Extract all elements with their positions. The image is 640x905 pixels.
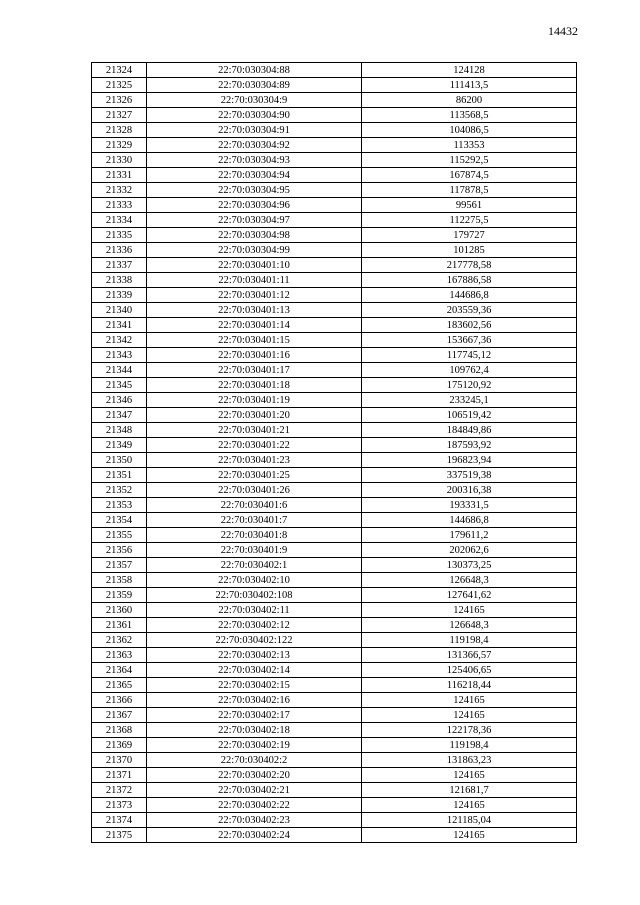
cadastral-number-cell: 22:70:030304:89 bbox=[147, 78, 362, 93]
value-cell: 184849,86 bbox=[362, 423, 577, 438]
value-cell: 121681,7 bbox=[362, 783, 577, 798]
table-row bbox=[92, 168, 577, 183]
row-number-cell: 21326 bbox=[92, 93, 147, 108]
value-cell: 124165 bbox=[362, 768, 577, 783]
cadastral-number-cell: 22:70:030304:99 bbox=[147, 243, 362, 258]
table-row bbox=[92, 768, 577, 783]
row-number-cell: 21345 bbox=[92, 378, 147, 393]
row-number-cell: 21357 bbox=[92, 558, 147, 573]
table-row bbox=[92, 318, 577, 333]
cadastral-number-cell: 22:70:030304:90 bbox=[147, 108, 362, 123]
row-number-cell: 21371 bbox=[92, 768, 147, 783]
table-row bbox=[92, 288, 577, 303]
cadastral-number-cell: 22:70:030304:92 bbox=[147, 138, 362, 153]
cadastral-number-cell: 22:70:030304:95 bbox=[147, 183, 362, 198]
table-body bbox=[92, 63, 577, 843]
cadastral-number-cell: 22:70:030402:16 bbox=[147, 693, 362, 708]
row-number-cell: 21356 bbox=[92, 543, 147, 558]
value-cell: 124165 bbox=[362, 693, 577, 708]
value-cell: 104086,5 bbox=[362, 123, 577, 138]
row-number-cell: 21344 bbox=[92, 363, 147, 378]
value-cell: 113353 bbox=[362, 138, 577, 153]
cadastral-number-cell: 22:70:030402:11 bbox=[147, 603, 362, 618]
row-number-cell: 21349 bbox=[92, 438, 147, 453]
table-row bbox=[92, 573, 577, 588]
row-number-cell: 21346 bbox=[92, 393, 147, 408]
row-number-cell: 21374 bbox=[92, 813, 147, 828]
cadastral-number-cell: 22:70:030402:22 bbox=[147, 798, 362, 813]
value-cell: 144686,8 bbox=[362, 513, 577, 528]
row-number-cell: 21350 bbox=[92, 453, 147, 468]
cadastral-number-cell: 22:70:030402:108 bbox=[147, 588, 362, 603]
value-cell: 124165 bbox=[362, 798, 577, 813]
value-cell: 124165 bbox=[362, 603, 577, 618]
table-row bbox=[92, 513, 577, 528]
table-row bbox=[92, 363, 577, 378]
page-number: 14432 bbox=[548, 24, 578, 38]
row-number-cell: 21366 bbox=[92, 693, 147, 708]
table-row bbox=[92, 348, 577, 363]
value-cell: 99561 bbox=[362, 198, 577, 213]
cadastral-number-cell: 22:70:030401:18 bbox=[147, 378, 362, 393]
row-number-cell: 21358 bbox=[92, 573, 147, 588]
row-number-cell: 21369 bbox=[92, 738, 147, 753]
row-number-cell: 21375 bbox=[92, 828, 147, 843]
table-row bbox=[92, 798, 577, 813]
cadastral-number-cell: 22:70:030401:21 bbox=[147, 423, 362, 438]
row-number-cell: 21363 bbox=[92, 648, 147, 663]
cadastral-number-cell: 22:70:030402:1 bbox=[147, 558, 362, 573]
table-row bbox=[92, 753, 577, 768]
cadastral-number-cell: 22:70:030401:26 bbox=[147, 483, 362, 498]
table-row bbox=[92, 423, 577, 438]
cadastral-number-cell: 22:70:030402:15 bbox=[147, 678, 362, 693]
table-row bbox=[92, 213, 577, 228]
row-number-cell: 21332 bbox=[92, 183, 147, 198]
value-cell: 179611,2 bbox=[362, 528, 577, 543]
row-number-cell: 21347 bbox=[92, 408, 147, 423]
cadastral-value-table bbox=[91, 62, 577, 843]
row-number-cell: 21353 bbox=[92, 498, 147, 513]
cadastral-number-cell: 22:70:030401:23 bbox=[147, 453, 362, 468]
table-row bbox=[92, 558, 577, 573]
table-row bbox=[92, 393, 577, 408]
cadastral-number-cell: 22:70:030402:122 bbox=[147, 633, 362, 648]
cadastral-number-cell: 22:70:030402:17 bbox=[147, 708, 362, 723]
row-number-cell: 21335 bbox=[92, 228, 147, 243]
table-row bbox=[92, 138, 577, 153]
table-row bbox=[92, 483, 577, 498]
value-cell: 144686,8 bbox=[362, 288, 577, 303]
cadastral-number-cell: 22:70:030304:88 bbox=[147, 63, 362, 78]
table-row bbox=[92, 198, 577, 213]
value-cell: 119198,4 bbox=[362, 738, 577, 753]
value-cell: 167886,58 bbox=[362, 273, 577, 288]
value-cell: 106519,42 bbox=[362, 408, 577, 423]
value-cell: 233245,1 bbox=[362, 393, 577, 408]
table-row bbox=[92, 228, 577, 243]
table-row bbox=[92, 453, 577, 468]
table-row bbox=[92, 438, 577, 453]
cadastral-number-cell: 22:70:030401:12 bbox=[147, 288, 362, 303]
row-number-cell: 21325 bbox=[92, 78, 147, 93]
value-cell: 112275,5 bbox=[362, 213, 577, 228]
row-number-cell: 21354 bbox=[92, 513, 147, 528]
table-row bbox=[92, 153, 577, 168]
cadastral-number-cell: 22:70:030401:22 bbox=[147, 438, 362, 453]
row-number-cell: 21351 bbox=[92, 468, 147, 483]
value-cell: 113568,5 bbox=[362, 108, 577, 123]
table-row bbox=[92, 708, 577, 723]
value-cell: 196823,94 bbox=[362, 453, 577, 468]
row-number-cell: 21330 bbox=[92, 153, 147, 168]
cadastral-number-cell: 22:70:030401:11 bbox=[147, 273, 362, 288]
value-cell: 130373,25 bbox=[362, 558, 577, 573]
value-cell: 126648,3 bbox=[362, 618, 577, 633]
row-number-cell: 21341 bbox=[92, 318, 147, 333]
row-number-cell: 21348 bbox=[92, 423, 147, 438]
table-row bbox=[92, 663, 577, 678]
table-row bbox=[92, 258, 577, 273]
value-cell: 119198,4 bbox=[362, 633, 577, 648]
value-cell: 116218,44 bbox=[362, 678, 577, 693]
value-cell: 217778,58 bbox=[362, 258, 577, 273]
value-cell: 126648,3 bbox=[362, 573, 577, 588]
row-number-cell: 21336 bbox=[92, 243, 147, 258]
table-row bbox=[92, 303, 577, 318]
value-cell: 117745,12 bbox=[362, 348, 577, 363]
row-number-cell: 21333 bbox=[92, 198, 147, 213]
cadastral-number-cell: 22:70:030401:15 bbox=[147, 333, 362, 348]
value-cell: 200316,38 bbox=[362, 483, 577, 498]
value-cell: 203559,36 bbox=[362, 303, 577, 318]
row-number-cell: 21328 bbox=[92, 123, 147, 138]
table-row bbox=[92, 63, 577, 78]
table-row bbox=[92, 693, 577, 708]
table-row bbox=[92, 408, 577, 423]
row-number-cell: 21361 bbox=[92, 618, 147, 633]
cadastral-number-cell: 22:70:030304:97 bbox=[147, 213, 362, 228]
table-row bbox=[92, 378, 577, 393]
value-cell: 127641,62 bbox=[362, 588, 577, 603]
row-number-cell: 21337 bbox=[92, 258, 147, 273]
cadastral-number-cell: 22:70:030304:98 bbox=[147, 228, 362, 243]
value-cell: 131863,23 bbox=[362, 753, 577, 768]
value-cell: 111413,5 bbox=[362, 78, 577, 93]
table-row bbox=[92, 813, 577, 828]
value-cell: 115292,5 bbox=[362, 153, 577, 168]
cadastral-number-cell: 22:70:030304:91 bbox=[147, 123, 362, 138]
cadastral-number-cell: 22:70:030304:96 bbox=[147, 198, 362, 213]
row-number-cell: 21364 bbox=[92, 663, 147, 678]
table-row bbox=[92, 468, 577, 483]
row-number-cell: 21331 bbox=[92, 168, 147, 183]
row-number-cell: 21334 bbox=[92, 213, 147, 228]
table-row bbox=[92, 93, 577, 108]
table-row bbox=[92, 828, 577, 843]
table-row bbox=[92, 108, 577, 123]
value-cell: 101285 bbox=[362, 243, 577, 258]
cadastral-number-cell: 22:70:030402:19 bbox=[147, 738, 362, 753]
cadastral-number-cell: 22:70:030401:14 bbox=[147, 318, 362, 333]
value-cell: 153667,36 bbox=[362, 333, 577, 348]
value-cell: 193331,5 bbox=[362, 498, 577, 513]
cadastral-number-cell: 22:70:030401:6 bbox=[147, 498, 362, 513]
value-cell: 109762,4 bbox=[362, 363, 577, 378]
value-cell: 124165 bbox=[362, 708, 577, 723]
value-cell: 337519,38 bbox=[362, 468, 577, 483]
table-row bbox=[92, 273, 577, 288]
cadastral-number-cell: 22:70:030402:12 bbox=[147, 618, 362, 633]
cadastral-number-cell: 22:70:030304:93 bbox=[147, 153, 362, 168]
row-number-cell: 21372 bbox=[92, 783, 147, 798]
cadastral-number-cell: 22:70:030401:10 bbox=[147, 258, 362, 273]
value-cell: 187593,92 bbox=[362, 438, 577, 453]
value-cell: 122178,36 bbox=[362, 723, 577, 738]
table-row bbox=[92, 618, 577, 633]
table-row bbox=[92, 78, 577, 93]
row-number-cell: 21338 bbox=[92, 273, 147, 288]
value-cell: 183602,56 bbox=[362, 318, 577, 333]
table-row bbox=[92, 243, 577, 258]
value-cell: 124128 bbox=[362, 63, 577, 78]
cadastral-number-cell: 22:70:030402:20 bbox=[147, 768, 362, 783]
cadastral-number-cell: 22:70:030401:7 bbox=[147, 513, 362, 528]
row-number-cell: 21368 bbox=[92, 723, 147, 738]
cadastral-number-cell: 22:70:030402:18 bbox=[147, 723, 362, 738]
cadastral-number-cell: 22:70:030402:10 bbox=[147, 573, 362, 588]
table-row bbox=[92, 543, 577, 558]
value-cell: 167874,5 bbox=[362, 168, 577, 183]
value-cell: 86200 bbox=[362, 93, 577, 108]
row-number-cell: 21355 bbox=[92, 528, 147, 543]
row-number-cell: 21327 bbox=[92, 108, 147, 123]
cadastral-number-cell: 22:70:030401:25 bbox=[147, 468, 362, 483]
value-cell: 125406,65 bbox=[362, 663, 577, 678]
row-number-cell: 21329 bbox=[92, 138, 147, 153]
table-row bbox=[92, 648, 577, 663]
cadastral-number-cell: 22:70:030401:19 bbox=[147, 393, 362, 408]
cadastral-number-cell: 22:70:030401:17 bbox=[147, 363, 362, 378]
cadastral-number-cell: 22:70:030401:13 bbox=[147, 303, 362, 318]
cadastral-number-cell: 22:70:030402:23 bbox=[147, 813, 362, 828]
cadastral-number-cell: 22:70:030401:20 bbox=[147, 408, 362, 423]
cadastral-number-cell: 22:70:030402:24 bbox=[147, 828, 362, 843]
row-number-cell: 21339 bbox=[92, 288, 147, 303]
row-number-cell: 21324 bbox=[92, 63, 147, 78]
cadastral-number-cell: 22:70:030304:9 bbox=[147, 93, 362, 108]
row-number-cell: 21370 bbox=[92, 753, 147, 768]
cadastral-number-cell: 22:70:030304:94 bbox=[147, 168, 362, 183]
value-cell: 117878,5 bbox=[362, 183, 577, 198]
row-number-cell: 21352 bbox=[92, 483, 147, 498]
table-row bbox=[92, 603, 577, 618]
cadastral-number-cell: 22:70:030401:16 bbox=[147, 348, 362, 363]
value-cell: 121185,04 bbox=[362, 813, 577, 828]
table-row bbox=[92, 738, 577, 753]
row-number-cell: 21340 bbox=[92, 303, 147, 318]
cadastral-number-cell: 22:70:030402:13 bbox=[147, 648, 362, 663]
cadastral-number-cell: 22:70:030402:2 bbox=[147, 753, 362, 768]
table-row bbox=[92, 528, 577, 543]
table-row bbox=[92, 333, 577, 348]
row-number-cell: 21365 bbox=[92, 678, 147, 693]
table-row bbox=[92, 723, 577, 738]
row-number-cell: 21342 bbox=[92, 333, 147, 348]
row-number-cell: 21359 bbox=[92, 588, 147, 603]
value-cell: 131366,57 bbox=[362, 648, 577, 663]
value-cell: 179727 bbox=[362, 228, 577, 243]
table-row bbox=[92, 633, 577, 648]
table-row bbox=[92, 588, 577, 603]
table-row bbox=[92, 678, 577, 693]
table-row bbox=[92, 123, 577, 138]
row-number-cell: 21362 bbox=[92, 633, 147, 648]
cadastral-number-cell: 22:70:030401:8 bbox=[147, 528, 362, 543]
value-cell: 202062,6 bbox=[362, 543, 577, 558]
cadastral-number-cell: 22:70:030402:21 bbox=[147, 783, 362, 798]
value-cell: 175120,92 bbox=[362, 378, 577, 393]
row-number-cell: 21343 bbox=[92, 348, 147, 363]
row-number-cell: 21373 bbox=[92, 798, 147, 813]
table-row bbox=[92, 183, 577, 198]
cadastral-number-cell: 22:70:030402:14 bbox=[147, 663, 362, 678]
row-number-cell: 21360 bbox=[92, 603, 147, 618]
table-row bbox=[92, 783, 577, 798]
value-cell: 124165 bbox=[362, 828, 577, 843]
cadastral-number-cell: 22:70:030401:9 bbox=[147, 543, 362, 558]
row-number-cell: 21367 bbox=[92, 708, 147, 723]
table-row bbox=[92, 498, 577, 513]
